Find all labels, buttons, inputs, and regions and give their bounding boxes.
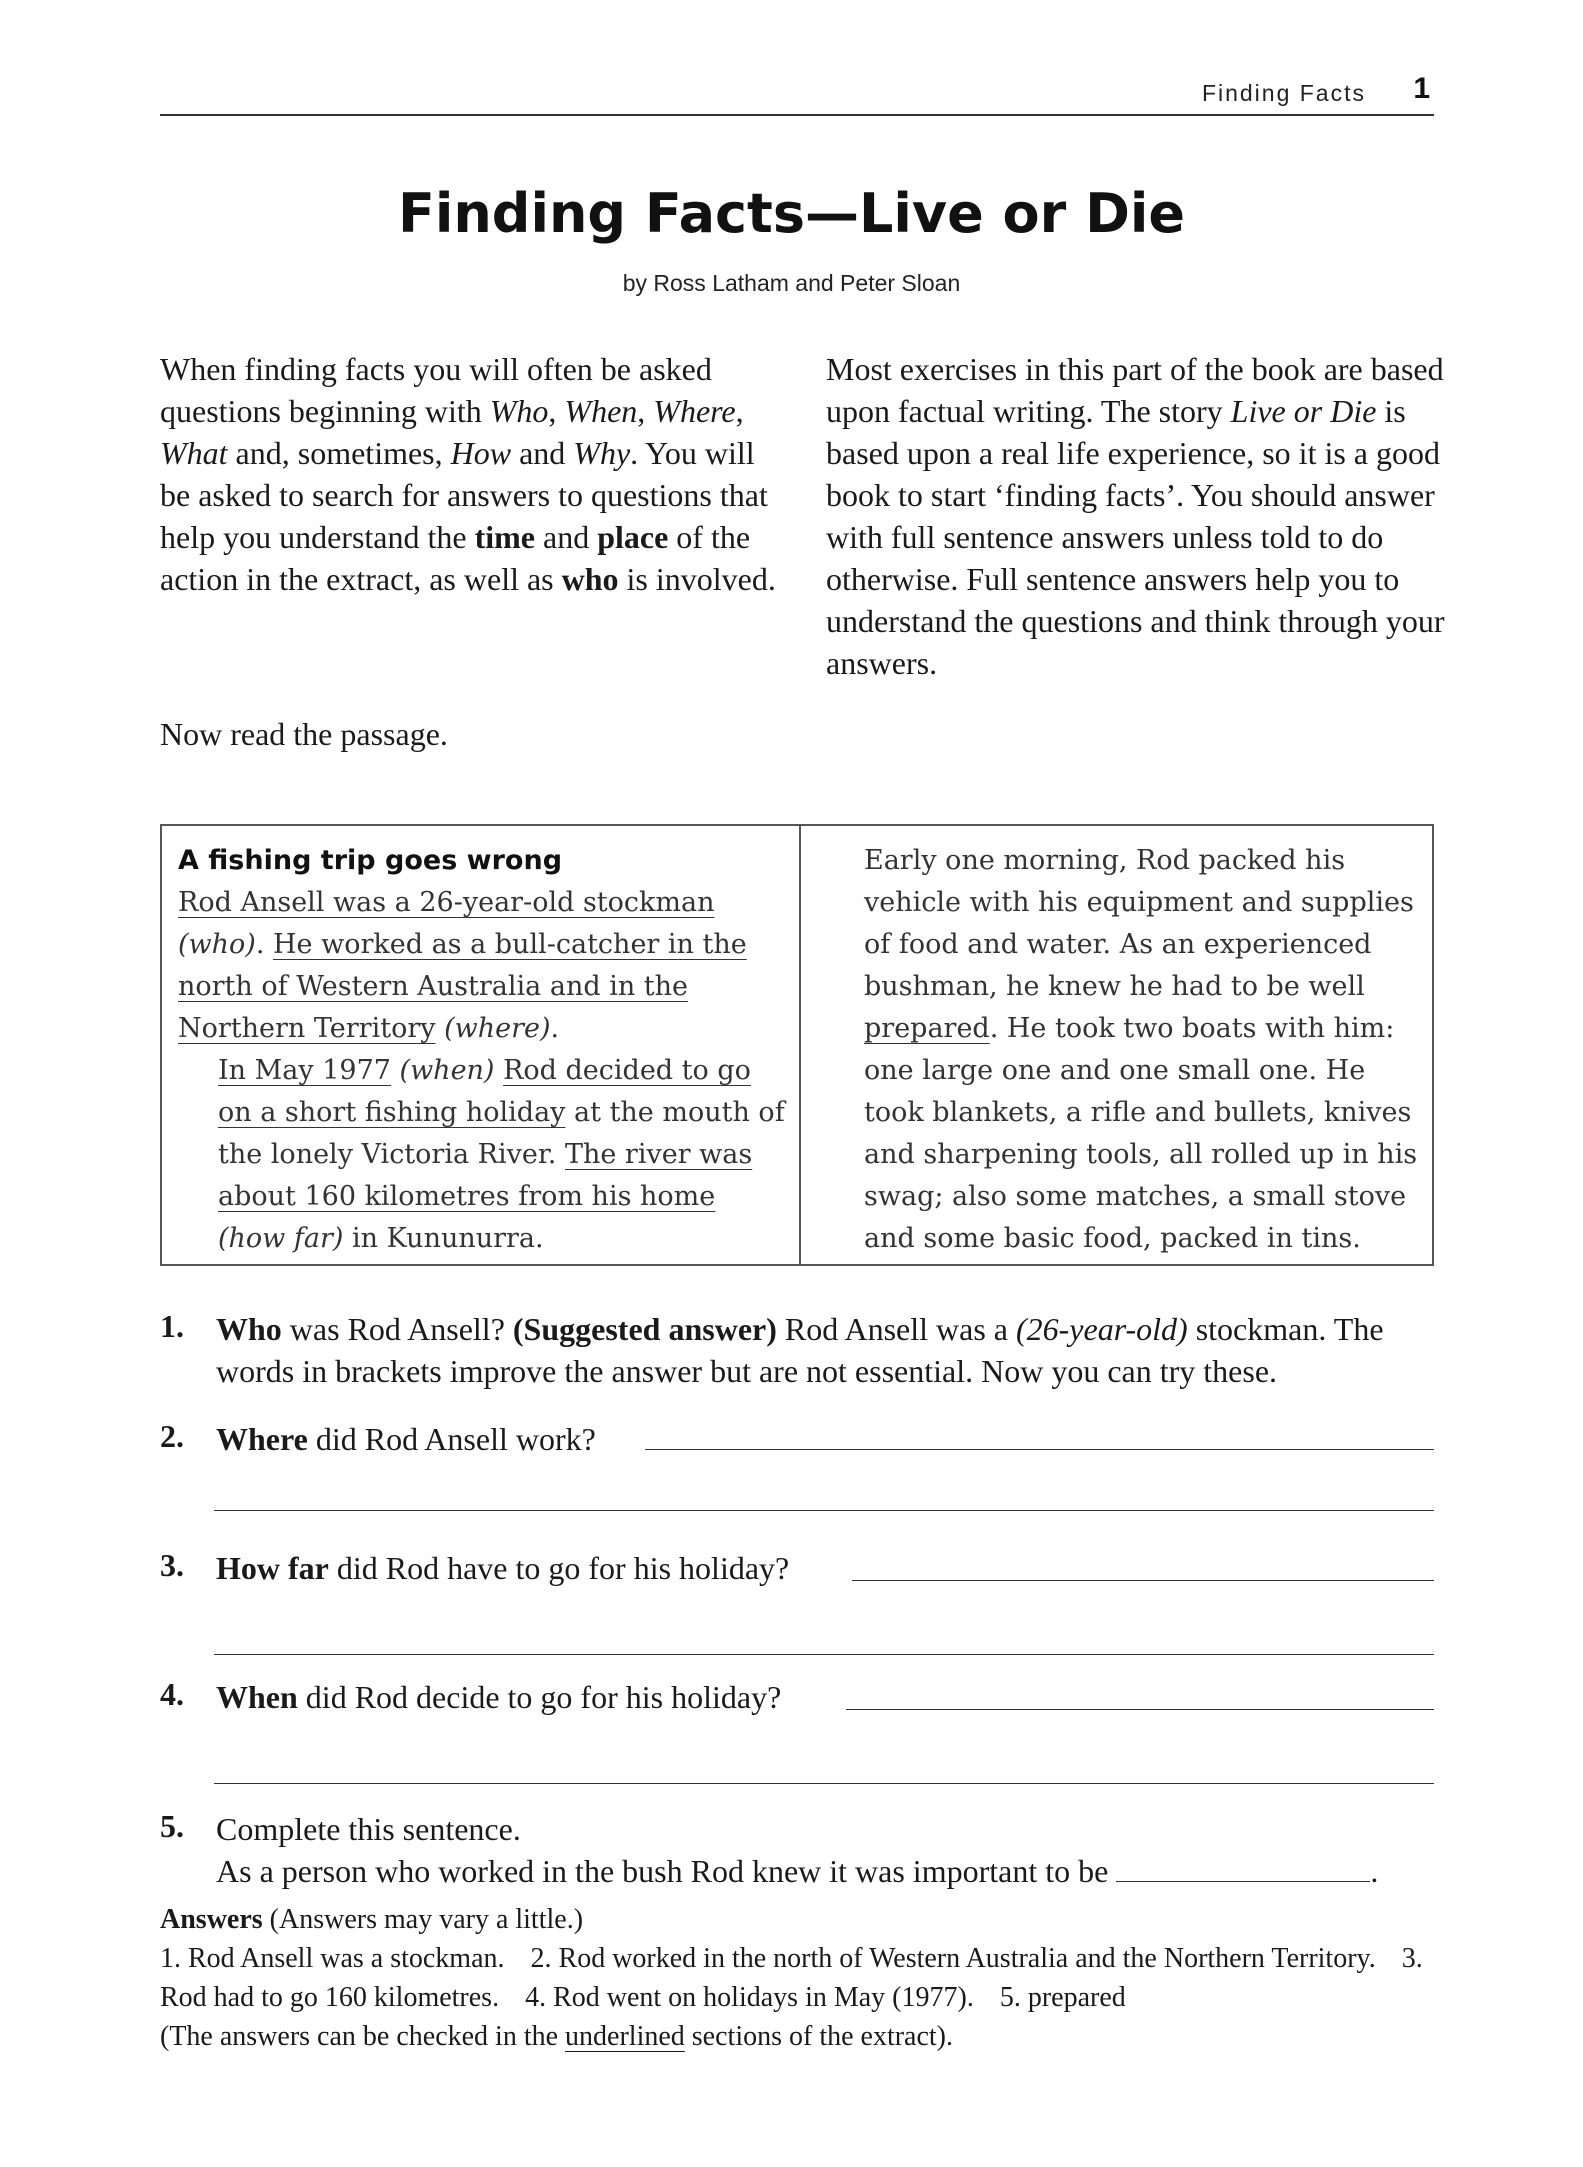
question-2 <box>160 1418 1436 1518</box>
byline: by Ross Latham and Peter Sloan <box>622 270 961 296</box>
passage-right-column <box>824 840 1424 1260</box>
passage-paragraph-1: Rod Ansell was a 26-year-old stockman (who). He worked as a bull-catcher in the north of Western Australia and in the Northern Territory (where). <box>178 887 747 1044</box>
passage-left-column <box>178 840 788 1260</box>
running-head <box>160 70 1434 116</box>
page-number: 1 <box>1413 72 1430 105</box>
intro-right-paragraph: Most exercises in this part of the book are based upon factual writing. The story Live or Die is based upon a real life experience, so it is a good book to start ‘finding facts’. You should answer with full sentence answers unless told to do otherwise. Full sentence answers help you to understand the questions and think through your answers. <box>826 351 1445 681</box>
question-text: Complete this sentence. As a person who worked in the bush Rod knew it was important to be . <box>216 1811 1379 1889</box>
answers-section <box>160 1900 1440 2056</box>
instruction-now-read: Now read the passage. <box>160 716 448 752</box>
running-head-label: Finding Facts <box>1201 80 1366 106</box>
page-title: Finding Facts—Live or Die <box>397 182 1186 245</box>
answer-line-3a[interactable] <box>852 1580 1434 1581</box>
intro-left-paragraph: When finding facts you will often be asked questions beginning with Who, When, Where, What and, sometimes, How and Why. You will be asked to search for answers to questions that help you understand the time and place of the action in the extract, as well as who is involved. <box>160 351 776 597</box>
question-1 <box>160 1308 1436 1398</box>
passage-box <box>160 824 1434 1266</box>
answer-line-3b[interactable] <box>214 1654 1434 1655</box>
passage-heading: A fishing trip goes wrong <box>178 845 563 876</box>
question-number: 1. <box>160 1308 184 1344</box>
passage-paragraph-3: Early one morning, Rod packed his vehicle with his equipment and supplies of food and water. As an experienced bushman, he knew he had to be well prepared. He took two boats with him: one large one and one small one. He took blankets, a rifle and bullets, knives and sharpening tools, all rolled up in his swag; also some matches, a small stove and some basic food, packed in tins. <box>864 845 1418 1254</box>
question-text: Where did Rod Ansell work? <box>216 1421 596 1457</box>
answers-heading-line: Answers (Answers may vary a little.) <box>160 1904 584 1935</box>
answers-list: 1. Rod Ansell was a stockman. 2. Rod worked in the north of Western Australia and the Northern Territory. 3. Rod had to go 160 kilometres. 4. Rod went on holidays in May (1977). 5. prepared <box>160 1943 1423 2013</box>
answer-line-2b[interactable] <box>214 1510 1434 1511</box>
question-4 <box>160 1676 1436 1776</box>
answer-line-4b[interactable] <box>214 1783 1434 1784</box>
question-text: Who was Rod Ansell? (Suggested answer) Rod Ansell was a (26-year-old) stockman. The words in brackets improve the answer but are not essential. Now you can try these. <box>216 1311 1384 1389</box>
answers-check-note: (The answers can be checked in the underlined sections of the extract). <box>160 2021 954 2052</box>
question-5 <box>160 1808 1436 1898</box>
question-3 <box>160 1547 1436 1647</box>
question-number: 5. <box>160 1808 184 1844</box>
question-number: 4. <box>160 1676 184 1712</box>
question-number: 2. <box>160 1418 184 1454</box>
question-number: 3. <box>160 1547 184 1583</box>
answer-line-2a[interactable] <box>645 1449 1434 1450</box>
passage-paragraph-2: In May 1977 (when) Rod decided to go on a short fishing holiday at the mouth of the lonely Victoria River. The river was about 160 kilometres from his home (how far) in Kununurra. <box>218 1055 785 1254</box>
passage-column-divider <box>799 826 801 1264</box>
question-text: How far did Rod have to go for his holiday? <box>216 1550 790 1586</box>
answer-blank-5[interactable] <box>1116 1857 1370 1882</box>
answers-heading: Answers <box>160 1904 263 1935</box>
answer-line-4a[interactable] <box>846 1709 1434 1710</box>
question-text: When did Rod decide to go for his holiday? <box>216 1679 782 1715</box>
